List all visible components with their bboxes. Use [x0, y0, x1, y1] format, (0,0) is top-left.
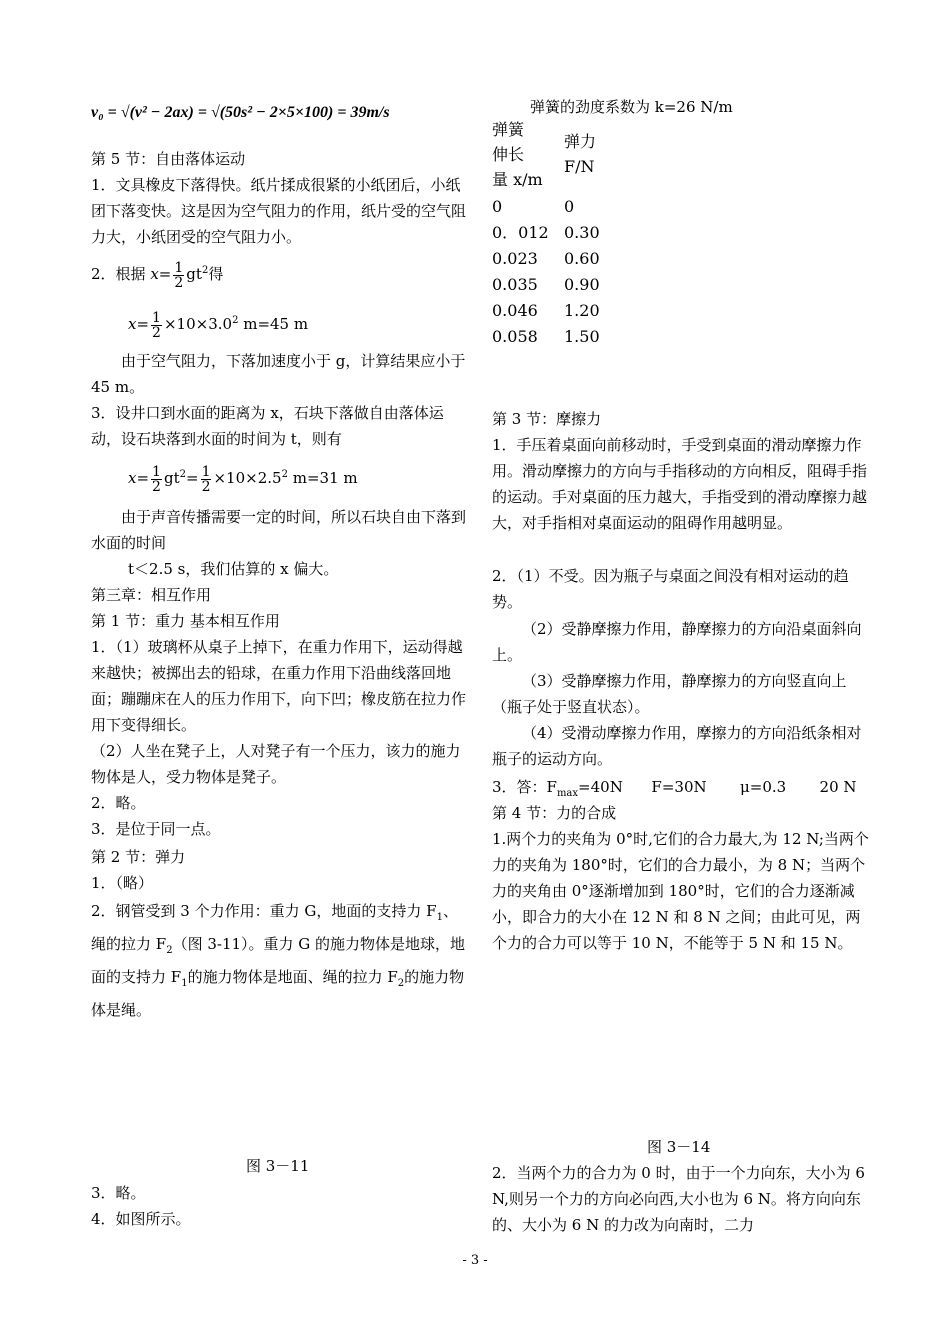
section-5-title: 第 5 节：自由落体运动	[91, 150, 246, 168]
table-cell: 0.035	[492, 275, 538, 294]
table-header-extension-2: 伸长	[492, 145, 525, 164]
answer-3-paragraph: 3．设井口到水面的距离为 x，石块下落做自由落体运动，设石块落到水面的时间为 t，则有	[91, 404, 444, 448]
table-header-force-2: F/N	[564, 157, 595, 176]
table-cell: 0	[564, 197, 575, 216]
s4-answer-1: 1.两个力的夹角为 0°时,它们的合力最大,为 12 N;当两个力的夹角为 180°时，它们的合力最小，为 8 N；当两个力的夹角由 0°逐渐增加到 180°时，它们的合力逐渐减小，即合力的大小在 12 N 和 8 N 之间；由此可见，两个力的合力可以等于 10 N，不能等于 5 N 和 15 N。	[492, 830, 869, 952]
table-cell: 0.60	[564, 249, 600, 268]
table-cell: 0.023	[492, 249, 538, 268]
table-cell: 1.50	[564, 327, 600, 346]
table-cell: 0．012	[492, 223, 549, 242]
spring-constant: 弹簧的劲度系数为 k=26 N/m	[530, 98, 733, 116]
answer-3-conclusion: t＜2.5 s，我们估算的 x 偏大。	[128, 560, 339, 578]
answer-1-paragraph: 1．文具橡皮下落得快。纸片揉成很紧的小纸团后，小纸团下落变快。这是因为空气阻力的作用，纸片受的空气阻力大，小纸团受的空气阻力小。	[91, 176, 467, 246]
table-header-extension-1: 弹簧	[492, 120, 525, 139]
s2-answer-2: 2．钢管受到 3 个力作用：重力 G，地面的支持力 $F_1$、绳的拉力 $F_2$（图 3-11）。重力 G 的施力物体是地球，地面的支持力 $F_1$的施力物体是地面、绳的拉力 $F_2$的施力物体是绳。	[91, 902, 466, 1019]
answer-3-calc: x= $\frac{1}{2}$ $gt^2=$ $\frac{1}{2}$ $\times 10\times 2.5^2$ m=31 m	[128, 463, 358, 495]
answer-2-line: 2．根据 x= $\frac{1}{2}$ $gt^2$得	[91, 259, 224, 291]
s2-answer-3: 3．略。	[91, 1184, 146, 1202]
table-header-extension-3: 量 x/m	[492, 170, 543, 189]
chapter-3-title: 第三章：相互作用	[91, 586, 212, 604]
s3-answer-1: 1．手压着桌面向前移动时，手受到桌面的滑动摩擦力作用。滑动摩擦力的方向与手指移动的方向相反，阻碍手指的运动。手对桌面的压力越大，手指受到的滑动摩擦力越大，对手指相对桌面运动的阻碍作用越明显。	[492, 436, 868, 532]
s3-answer-2-4: （4）受滑动摩擦力作用，摩擦力的方向沿纸条相对瓶子的运动方向。	[492, 724, 862, 768]
table-cell: 0.058	[492, 327, 538, 346]
fraction-half: $\frac{1}{2}$	[174, 259, 184, 291]
table-cell: 0	[492, 197, 503, 216]
table-cell: 0.90	[564, 275, 600, 294]
table-cell: 1.20	[564, 301, 600, 320]
s1-answer-1b: （2）人坐在凳子上，人对凳子有一个压力，该力的施力物体是人，受力物体是凳子。	[91, 742, 461, 786]
s2-answer-1: 1．（略）	[91, 874, 154, 892]
s3-answer-3: 3．答：$F_{max}=40N$ F=30N μ=0.3 20 N	[492, 778, 857, 799]
section-3-title: 第 3 节：摩擦力	[492, 410, 602, 428]
figure-3-14-caption: 图 3－14	[647, 1138, 711, 1156]
section-4-title: 第 4 节：力的合成	[492, 804, 617, 822]
s1-answer-3: 3．是位于同一点。	[91, 820, 221, 838]
section-2-title: 第 2 节：弹力	[91, 848, 186, 866]
s3-answer-2-3: （3）受静摩擦力作用，静摩擦力的方向竖直向上（瓶子处于竖直状态）。	[492, 672, 847, 716]
s4-answer-2: 2．当两个力的合力为 0 时，由于一个力向东，大小为 6 N,则另一个力的方向必向西,大小也为 6 N。将方向向东的、大小为 6 N 的力改为向南时，二力	[492, 1164, 865, 1234]
table-header-force-1: 弹力	[564, 132, 597, 151]
velocity-formula: v₀ = √(v² − 2ax) = √(50s² − 2×5×100) = 39m/s	[91, 104, 390, 121]
s3-answer-2-2: （2）受静摩擦力作用，静摩擦力的方向沿桌面斜向上。	[492, 620, 862, 664]
table-cell: 0.046	[492, 301, 538, 320]
page-number: - 3 -	[462, 1253, 488, 1268]
table-cell: 0.30	[564, 223, 600, 242]
s1-answer-1: 1．（1）玻璃杯从桌子上掉下，在重力作用下，运动得越来越快；被掷出去的铅球，在重力作用下沿曲线落回地面；蹦蹦床在人的压力作用下，向下凹；橡皮筋在拉力作用下变得细长。	[91, 638, 467, 734]
s1-answer-2: 2．略。	[91, 794, 146, 812]
s3-answer-2: 2．（1）不受。因为瓶子与桌面之间没有相对运动的趋势。	[492, 567, 849, 611]
answer-2-note: 由于空气阻力，下落加速度小于 g，计算结果应小于 45 m。	[91, 352, 466, 396]
section-1-title: 第 1 节：重力 基本相互作用	[91, 612, 280, 630]
answer-2-calc: x= $\frac{1}{2}$ $\times 10\times 3.0^2$ m=45 m	[128, 309, 309, 341]
answer-3-note: 由于声音传播需要一定的时间，所以石块自由下落到水面的时间	[91, 508, 467, 552]
figure-3-11-caption: 图 3－11	[246, 1157, 310, 1175]
s2-answer-4: 4．如图所示。	[91, 1210, 191, 1228]
